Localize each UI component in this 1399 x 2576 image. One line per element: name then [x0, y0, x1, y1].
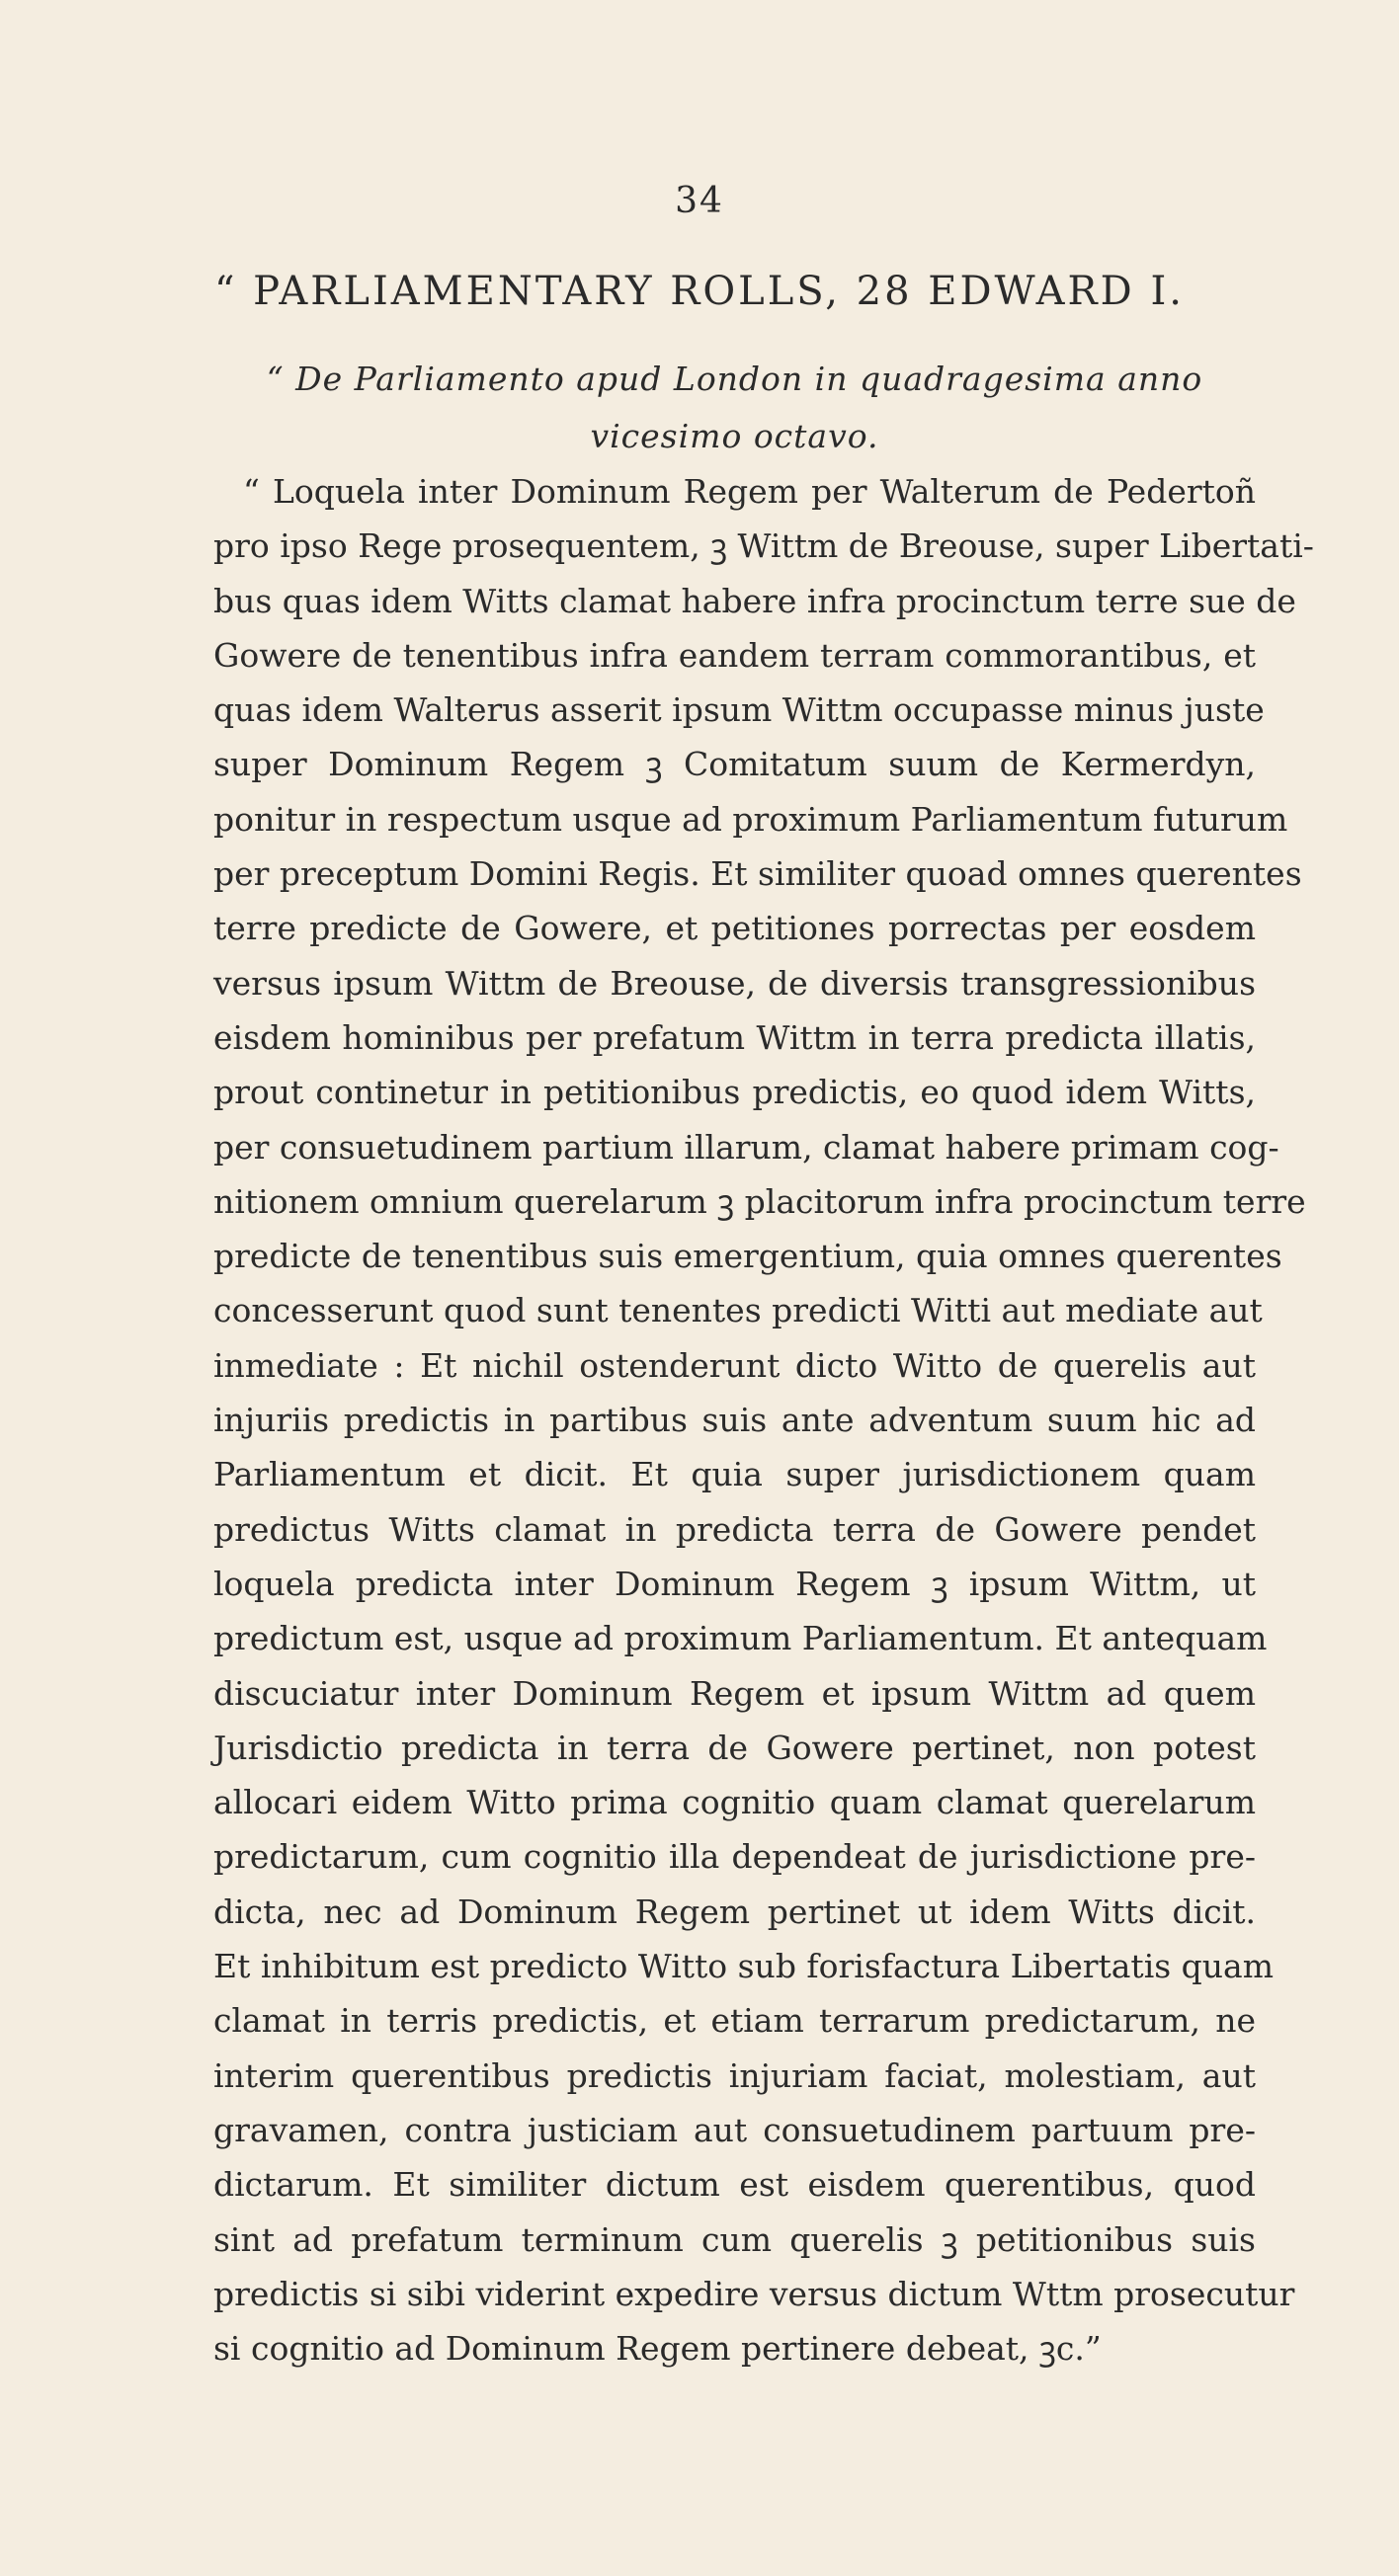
- text-line: inmediate : Et nichil ostenderunt dicto Witto de querelis aut: [213, 1345, 1256, 1385]
- text-line: predictus Witts clamat in predicta terra de Gowere pendet: [213, 1509, 1256, 1549]
- text-line: dicta, nec ad Dominum Regem pertinet ut idem Witts dicit.: [213, 1892, 1256, 1931]
- text-line: ponitur in respectum usque ad proximum Parliamentum futurum: [213, 799, 1288, 839]
- text-line: si cognitio ad Dominum Regem pertinere debeat, ꝫc.”: [213, 2329, 1102, 2369]
- text-line: bus quas idem Witts clamat habere infra procinctum terre sue de: [213, 581, 1296, 620]
- text-line: terre predicte de Gowere, et petitiones porrectas per eosdem: [213, 909, 1256, 948]
- section-title: “ PARLIAMENTARY ROLLS, 28 EDWARD I.: [214, 269, 1185, 314]
- text-line: Gowere de tenentibus infra eandem terram commorantibus, et: [213, 635, 1256, 675]
- text-line: Et inhibitum est predicto Witto sub forisfactura Libertatis quam: [213, 1947, 1275, 1986]
- text-line: nitionem omnium querelarum ꝫ placitorum infra procinctum terre: [213, 1181, 1306, 1221]
- text-line: pro ipso Rege prosequentem, ꝫ Wittm de Breouse, super Libertati-: [213, 526, 1314, 566]
- page-number: 34: [675, 181, 724, 221]
- text-line: clamat in terris predictis, et etiam terrarum predictarum, ne: [213, 2001, 1256, 2041]
- text-line: predictarum, cum cognitio illa dependeat de jurisdictione pre-: [213, 1837, 1256, 1877]
- text-line: allocari eidem Witto prima cognitio quam clamat querelarum: [213, 1783, 1256, 1822]
- text-line: per preceptum Domini Regis. Et similiter quoad omnes querentes: [213, 854, 1302, 894]
- text-line: predictis si sibi viderint expedire versus dictum Wttm prosecutur: [213, 2274, 1295, 2313]
- text-line: dictarum. Et similiter dictum est eisdem querentibus, quod: [213, 2165, 1256, 2205]
- text-line: injuriis predictis in partibus suis ante adventum suum hic ad: [213, 1401, 1256, 1440]
- text-line: Parliamentum et dicit. Et quia super jurisdictionem quam: [213, 1455, 1256, 1494]
- text-line: prout continetur in petitionibus predictis, eo quod idem Witts,: [213, 1073, 1256, 1112]
- text-line: per consuetudinem partium illarum, clamat habere primam cog-: [213, 1127, 1279, 1167]
- text-line: “ Loquela inter Dominum Regem per Walterum de Pedertoñ: [243, 472, 1256, 511]
- text-line: predicte de tenentibus suis emergentium, quia omnes querentes: [213, 1237, 1282, 1276]
- text-line: eisdem hominibus per prefatum Wittm in terra predicta illatis,: [213, 1017, 1256, 1057]
- text-line: gravamen, contra justiciam aut consuetudinem partuum pre-: [213, 2110, 1256, 2149]
- text-line: sint ad prefatum terminum cum querelis ꝫ petitionibus suis: [213, 2219, 1256, 2259]
- text-line: Jurisdictio predicta in terra de Gowere pertinet, non potest: [213, 1728, 1256, 1767]
- body-text: [213, 464, 1314, 2375]
- text-line: predictum est, usque ad proximum Parliamentum. Et antequam: [213, 1619, 1268, 1658]
- text-line: super Dominum Regem ꝫ Comitatum suum de Kermerdyn,: [213, 745, 1256, 784]
- text-line: discuciatur inter Dominum Regem et ipsum Wittm ad quem: [213, 1673, 1256, 1713]
- text-line: loquela predicta inter Dominum Regem ꝫ ipsum Wittm, ut: [213, 1564, 1256, 1603]
- text-line: interim querentibus predictis injuriam faciat, molestiam, aut: [213, 2055, 1256, 2095]
- text-line: versus ipsum Wittm de Breouse, de diversis transgressionibus: [213, 963, 1256, 1003]
- text-line: quas idem Walterus asserit ipsum Wittm occupasse minus juste: [213, 690, 1265, 730]
- text-line: concesserunt quod sunt tenentes predicti Witti aut mediate aut: [213, 1291, 1263, 1330]
- section-subtitle: “ De Parliamento apud London in quadragesima anno vicesimo octavo.: [266, 360, 1203, 455]
